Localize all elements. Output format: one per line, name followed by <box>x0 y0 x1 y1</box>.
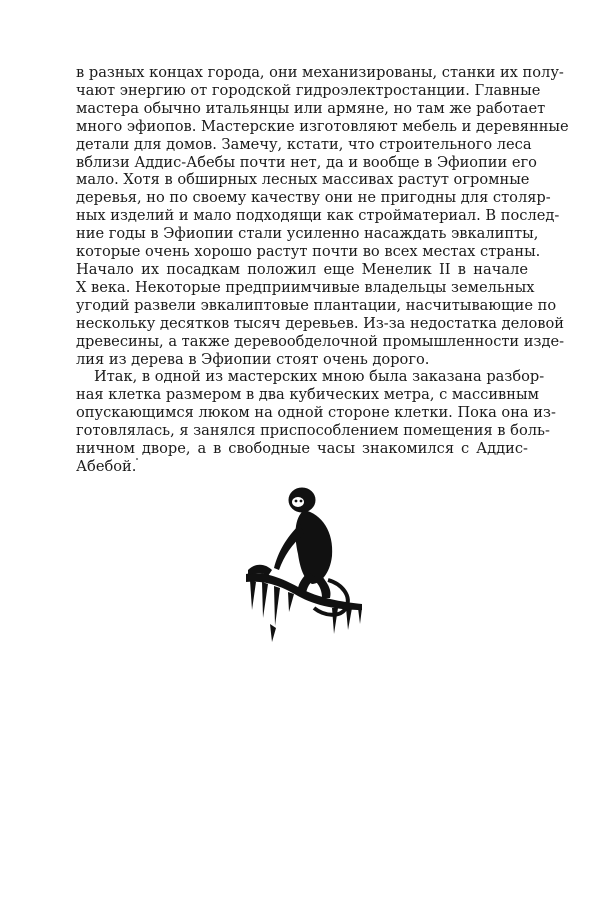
text-line: в разных концах города, они механизированы, станки их полу- <box>76 64 564 81</box>
text-line: Абебой. <box>76 457 137 475</box>
text-line: мало. Хотя в обширных лесных массивах растут огромные <box>76 171 530 189</box>
print-speck <box>136 458 138 460</box>
text-line: ных изделий и мало подходящи как стройматериал. В послед- <box>76 207 560 225</box>
paragraph-1 <box>76 64 569 368</box>
text-line: которые очень хорошо растут почти во всех местах страны. <box>76 243 541 261</box>
text-line: готовлялась, я занялся приспособлением помещения в боль- <box>76 422 550 440</box>
text-line: много эфиопов. Мастерские изготовляют мебель и деревянные <box>76 117 569 135</box>
text-line: деревья, но по своему качеству они не пригодны для столяр- <box>76 189 551 207</box>
body-text <box>76 64 569 476</box>
text-line: мастера обычно итальянцы или армяне, но там же работает <box>76 99 546 117</box>
text-line: ничном дворе, а в свободные часы знакомился с Аддис- <box>76 440 528 458</box>
text-line: древесины, а также деревообделочной промышленности изде- <box>76 332 565 350</box>
text-line: нескольку десятков тысяч деревьев. Из-за недостатка деловой <box>76 314 565 332</box>
text-line: опускающимся люком на одной стороне клетки. Пока она из- <box>76 404 556 422</box>
text-line: X века. Некоторые предприимчивые владельцы земельных <box>76 278 535 296</box>
text-line: ная клетка размером в два кубических метра, с массивным <box>76 386 539 404</box>
text-line: Итак, в одной из мастерских мною была заказана разбор- <box>94 368 545 386</box>
text-line: угодий развели эвкалиптовые плантации, насчитывающие по <box>76 296 557 314</box>
text-line: лия из дерева в Эфиопии стоят очень дорого. <box>76 350 430 368</box>
text-line: ние годы в Эфиопии стали усиленно насаждать эвкалипты, <box>76 225 539 243</box>
text-line: детали для домов. Замечу, кстати, что строительного леса <box>76 135 532 153</box>
text-line: Начало их посадкам положил еще Менелик II в начале <box>76 260 528 278</box>
text-line: чают энергию от городской гидроэлектростанции. Главные <box>76 81 541 99</box>
monkey-illustration <box>242 484 366 644</box>
paragraph-2 <box>76 368 556 475</box>
text-line: вблизи Аддис-Абебы почти нет, да и вообще в Эфиопии его <box>76 153 537 171</box>
